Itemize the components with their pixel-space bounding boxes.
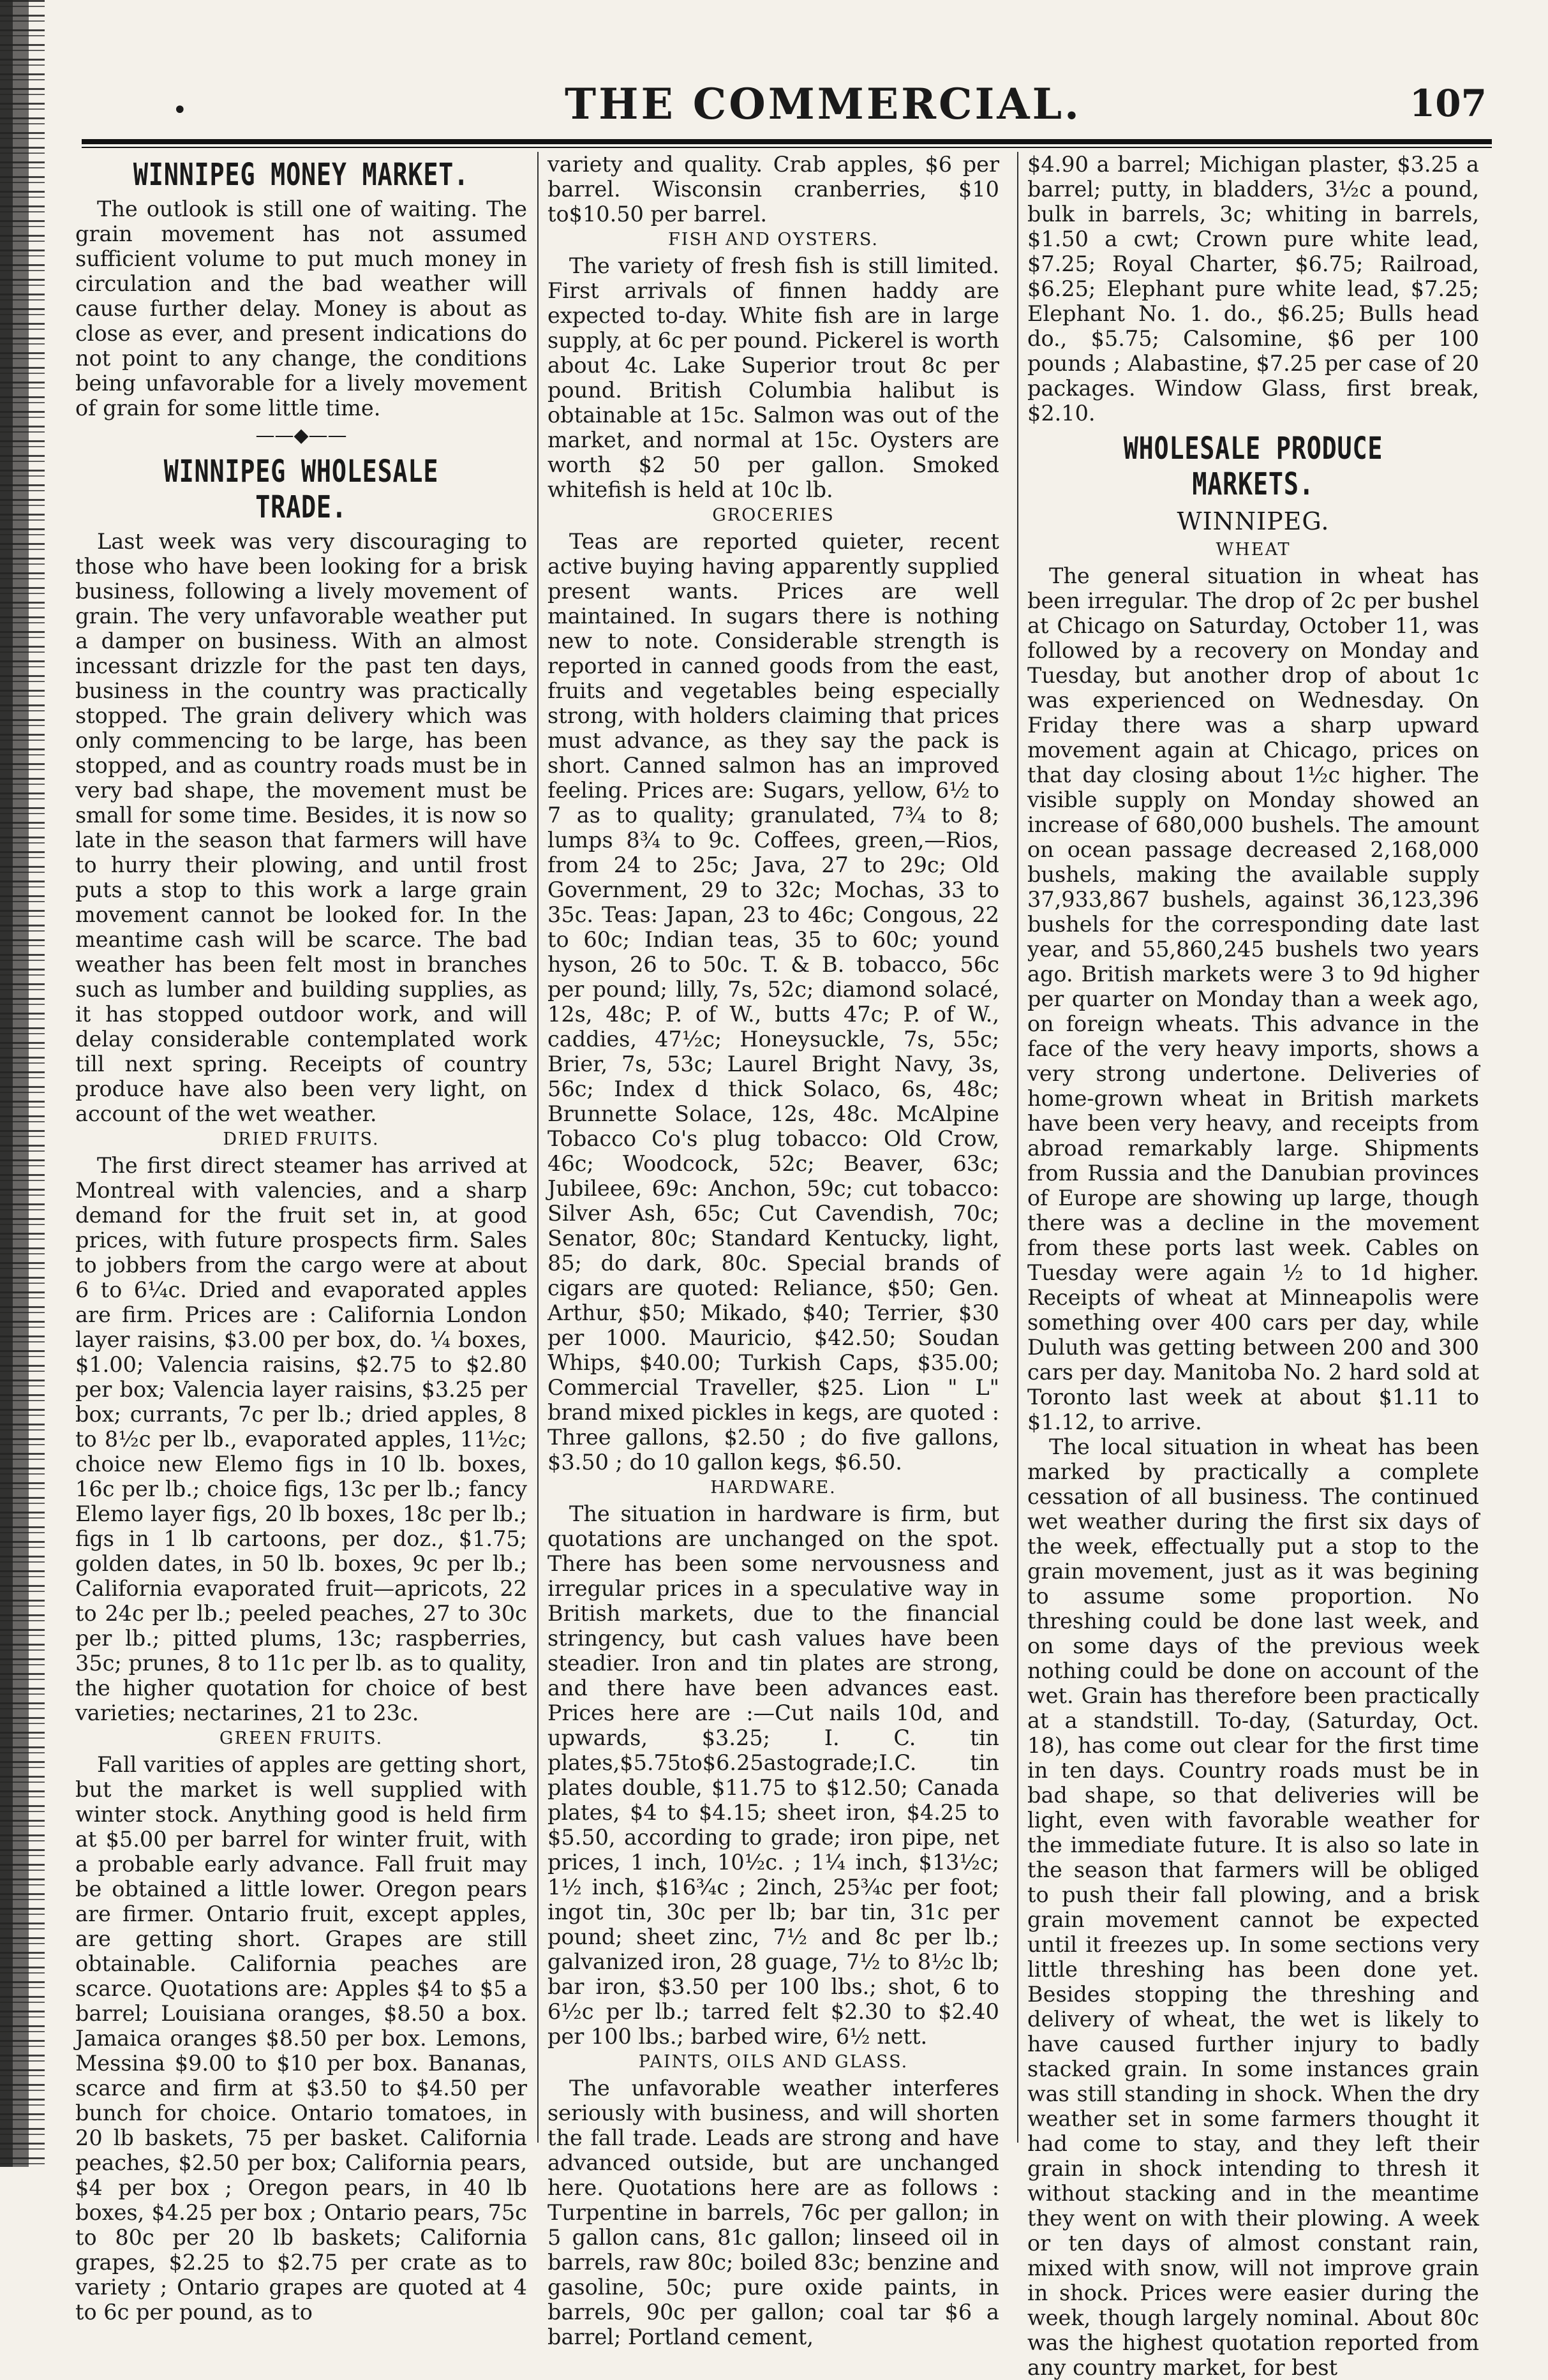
hardware-heading: HARDWARE. [710,1478,837,1498]
groceries-text: Teas are reported quieter, recent active buying having apparently supplied present wants. Prices are well maintained. In sugars there is nothing new to note. Considerable strength is reported in canned goods from the east, fruits and vegetables being especially strong, with holders claiming that prices must advance, as they say the pack is short. Canned salmon has an improved feeling. Prices are: Sugars, yellow, 6½ to 7 as to quality; granulated, 7¾ to 8; lumps 8¾ to 9c. Coffees, green,—Rios, from 24 to 25c; Java, 27 to 29c; Old Government, 29 to 32c; Mochas, 33 to 35c. Teas: Japan, 23 to 46c; Congous, 22 to 60c; Indian teas, 35 to 60c; yound hyson, 26 to 50c. T. & B. tobacco, 56c per pound; lilly, 7s, 52c; diamond solacé, 12s, 48c; P. of W., butts 47c; P. of W., caddies, 47½c; Honeysuckle, 7s, 55c; Brier, 7s, 53c; Laurel Bright Navy, 3s, 56c; Index d thick Solaco, 6s, 48c; Brunnette Solace, 12s, 48c. McAlpine Tobacco Co's plug tobacco: Old Crow, 46c; Woodcock, 52c; Beaver, 63c; Jubileee, 69c: Anchon, 59c; cut tobacco: Silver Ash, 65c; Cut Cavendish, 70c; Senator, 80c; Standard Kentucky, light, 85; do dark, 80c. Special brands of cigars are quoted: Reliance, $50; Gen. Arthur, $50; Mikado, $40; Terrier, $30 per 1000. Mauricio, $42.50; Soudan Whips, $40.00; Turkish Caps, $35.00; Commercial Traveller, $25. Lion " L" brand mixed pickles in kegs, are quoted : Three gallons, $2.50 ; do five gallons, $3.50 ; do 10 gallon kegs, $6.50. [547,529,999,1475]
section-separator: ——◆—— [255,424,347,447]
column-3 [1027,152,1479,2380]
dried-fruits-text: The first direct steamer has arrived at Montreal with valencies, and a sharp demand for the fruit set in, at good prices, with future prospects firm. Sales to jobbers from the cargo were at about 6 to 6¼c. Dried and evaporated apples are firm. Prices are : California London layer raisins, $3.00 per box, do. ¼ boxes, $1.00; Valencia raisins, $2.75 to $2.80 per box; Valencia layer raisins, $3.25 per box; currants, 7c per lb.; dried apples, 8 to 8½c per lb., evaporated apples, 11½c; choice new Elemo figs in 10 lb. boxes, 16c per lb.; choice figs, 13c per lb.; fancy Elemo layer figs, 20 lb boxes, 18c per lb.; figs in 1 lb cartoons, per doz., $1.75; golden dates, in 50 lb. boxes, 9c per lb.; California evaporated fruit—apricots, 22 to 24c per lb.; peeled peaches, 27 to 30c per lb.; pitted plums, 13c; raspberries, 35c; prunes, 8 to 11c per lb. as to quality, the higher quotation for choice of best varieties; nectarines, 21 to 23c. [75,1153,527,1725]
binding-edge [0,0,45,2167]
fish-text: The variety of fresh fish is still limited. First arrivals of finnen haddy are expected to-day. White fish are in large supply, at 6c per pound. Pickerel is worth about 4c. Lake Superior trout 8c per pound. British Columbia halibut is obtainable at 15c. Salmon was out of the market, and normal at 15c. Oysters are worth $2 50 per gallon. Smoked whitefish is held at 10c lb. [547,253,999,502]
paints-continuation-text: $4.90 a barrel; Michigan plaster, $3.25 a barrel; putty, in bladders, 3½c a pound, bulk in barrels, 3c; whiting in barrels, $1.50 a cwt; Crown pure white lead, $7.25; Royal Charter, $6.75; Railroad, $6.25; Elephant pure white lead, $7.25; Elephant No. 1. do., $6.25; Bulls head do., $5.75; Calsomine, $6 per 100 pounds ; Alabastine, $7.25 per case of 20 packages. Window Glass, first break, $2.10. [1027,152,1479,426]
page-header [160,69,1487,139]
fish-heading: FISH AND OYSTERS. [668,230,879,249]
money-market-title: WINNIPEG MONEY MARKET. [133,157,470,193]
produce-markets-title: WHOLESALE PRODUCE MARKETS. [1123,431,1383,502]
wholesale-trade-title: WINNIPEG WHOLESALE TRADE. [163,454,439,525]
wheat-heading: WHEAT [1216,540,1291,560]
masthead-title: THE COMMERCIAL. [564,79,1082,129]
paints-text: The unfavorable weather interferes seriously with business, and will shorten the fall trade. Leads are strong and have advanced outside, but are unchanged here. Quotations here are as follows : Turpentine in barrels, 76c per gallon; in 5 gallon cans, 81c gallon; linseed oil in barrels, raw 80c; boiled 83c; benzine and gasoline, 50c; pure oxide paints, in barrels, 90c per gallon; coal tar $6 a barrel; Portland cement, [547,2076,999,2349]
header-rule-thick [82,139,1492,144]
wholesale-trade-text: Last week was very discouraging to those who have been looking for a brisk business, following a lively movement of grain. The very unfavorable weather put a damper on business. With an almost incessant drizzle for the past ten days, business in the country was practically stopped. The grain delivery which was only commencing to be large, has been stopped, and as country roads must be in very bad shape, the movement must be small for some time. Besides, it is now so late in the season that farmers will have to hurry their plowing, and until frost puts a stop to this work a large grain movement cannot be looked for. In the meantime cash will be scarce. The bad weather has been felt most in branches such as lumber and building supplies, as it has stopped outdoor work, and will delay considerable contemplated work till next spring. Receipts of country produce have also been very light, on account of the wet weather. [75,529,527,1126]
column-2 [547,152,999,2349]
green-fruits-heading: GREEN FRUITS. [219,1729,383,1748]
column-divider-2 [1017,152,1018,2143]
money-market-text: The outlook is still one of waiting. The grain movement has not assumed sufficient volume to put much money in circulation and the bad weather will cause further delay. Money is about as close as ever, and present indications do not point to any change, the conditions being unfavorable for a lively movement of grain for some little time. [75,197,527,420]
paints-heading: PAINTS, OILS AND GLASS. [638,2052,909,2072]
dried-fruits-heading: DRIED FRUITS. [223,1129,380,1149]
city-heading: WINNIPEG. [1177,507,1330,535]
column-1 [75,152,527,2324]
header-rule-thin [82,147,1492,148]
fruit-continuation-text: variety and quality. Crab apples, $6 per barrel. Wisconsin cranberries, $10 to$10.50 per barrel. [547,152,999,227]
wheat-text-2: The local situation in wheat has been marked by practically a complete cessation of all business. The continued wet weather during the first six days of the week, effectually put a stop to the grain movement, just as it was begining to assume some proportion. No threshing could be done last week, and on some days of the previous week nothing could be done on account of the wet. Grain has therefore been practically at a standstill. To-day, (Saturday, Oct. 18), has come out clear for the first time in ten days. Country roads must be in bad shape, so that deliveries will be light, even with favorable weather for the immediate future. It is also so late in the season that farmers will be obliged to push their fall plowing, and a brisk grain movement cannot be expected until it freezes up. In some sections very little threshing has been done yet. Besides stopping the threshing and delivery of wheat, the wet is likely to have caused further injury to badly stacked grain. In some instances grain was still standing in shock. When the dry weather set in some farmers thought it had come to stay, and they left their grain in shock intending to thresh it without stacking and in the meantime they went on with their plowing. A week or ten days of almost constant rain, mixed with snow, will not improve grain in shock. Prices were easier during the week, though largely nominal. About 80c was the highest quotation reported from any country market, for best [1027,1434,1479,2380]
column-divider-1 [537,152,539,2143]
hardware-text: The situation in hardware is firm, but quotations are unchanged on the spot. There has been some nervousness and irregular prices in a speculative way in British markets, due to the financial stringency, but cash values have been steadier. Iron and tin plates are strong, and there have been advances east. Prices here are :—Cut nails 10d, and upwards, $3.25; I. C. tin plates,$5.75to$6.25astograde;I.C. tin plates double, $11.75 to $12.50; Canada plates, $4 to $4.15; sheet iron, $4.25 to $5.50, according to grade; iron pipe, net prices, 1 inch, 10½c. ; 1¼ inch, $13½c; 1½ inch, $16¾c ; 2inch, 25¾c per foot; ingot tin, 30c per lb; bar tin, 31c per pound; sheet zinc, 7½ and 8c per lb.; galvanized iron, 28 guage, 7½ to 8½c lb; bar iron, $3.50 per 100 lbs.; shot, 6 to 6½c per lb.; tarred felt $2.30 to $2.40 per 100 lbs.; barbed wire, 6½ nett. [547,1501,999,2049]
page-number: 107 [1409,82,1487,125]
header-dot: • [172,96,188,125]
wheat-text-1: The general situation in wheat has been irregular. The drop of 2c per bushel at Chicago on Saturday, October 11, was followed by a recovery on Monday and Tuesday, but another drop of about 1c was experienced on Wednesday. On Friday there was a sharp upward movement again at Chicago, prices on that day closing about 1½c higher. The visible supply on Monday showed an increase of 680,000 bushels. The amount on ocean passage decreased 2,168,000 bushels, making the available supply 37,933,867 bushels, against 36,123,396 bushels for the corresponding date last year, and 55,860,245 bushels two years ago. British markets were 3 to 9d higher per quarter on Monday than a week ago, on foreign wheats. This advance in the face of the very heavy imports, shows a very strong undertone. Deliveries of home-grown wheat in British markets have been very heavy, and receipts from abroad remarkably large. Shipments from Russia and the Danubian provinces of Europe are showing up large, though there was a decline in the movement from these ports last week. Cables on Tuesday were again ½ to 1d higher. Receipts of wheat at Minneapolis were something over 400 cars per day, while Duluth was getting between 200 and 300 cars per day. Manitoba No. 2 hard sold at Toronto last week at about $1.11 to $1.12, to arrive. [1027,563,1479,1434]
groceries-heading: GROCERIES [712,505,835,525]
green-fruits-text: Fall varities of apples are getting short, but the market is well supplied with winter stock. Anything good is held firm at $5.00 per barrel for winter fruit, with a probable early advance. Fall fruit may be obtained a little lower. Oregon pears are firmer. Ontario fruit, except apples, are getting short. Grapes are still obtainable. California peaches are scarce. Quotations are: Apples $4 to $5 a barrel; Louisiana oranges, $8.50 a box. Jamaica oranges $8.50 per box. Lemons, Messina $9.00 to $10 per box. Bananas, scarce and firm at $3.50 to $4.50 per bunch for choice. Ontario tomatoes, in 20 lb baskets, 75 per basket. California peaches, $2.50 per box; California pears, $4 per box ; Oregon pears, in 40 lb boxes, $4.25 per box ; Ontario pears, 75c to 80c per 20 lb baskets; California grapes, $2.25 to $2.75 per crate as to variety ; Ontario grapes are quoted at 4 to 6c per pound, as to [75,1752,527,2324]
